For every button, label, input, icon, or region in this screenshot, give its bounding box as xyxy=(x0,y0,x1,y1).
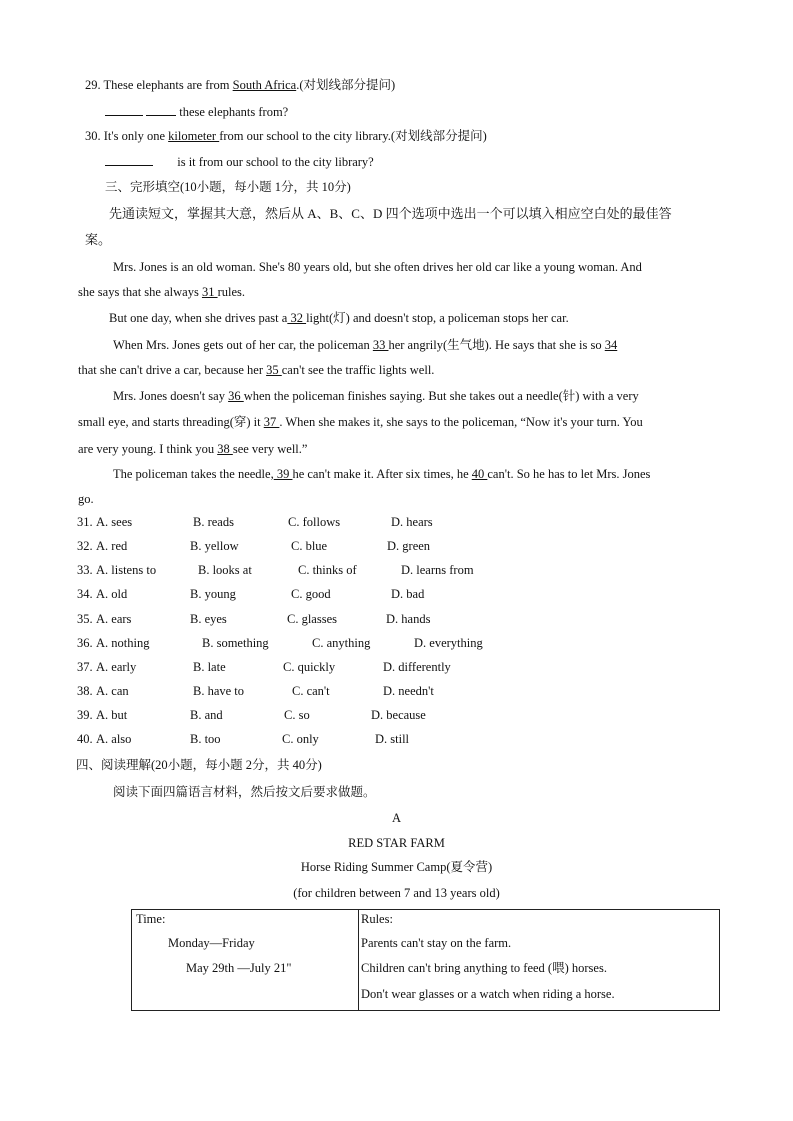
reading-title: RED STAR FARM xyxy=(348,836,445,850)
reading-subtitle: Horse Riding Summer Camp(夏令营) xyxy=(300,860,493,874)
gap-40[interactable]: 40 xyxy=(471,467,488,481)
option-d[interactable]: D. bad xyxy=(391,587,425,601)
option-num: 38. xyxy=(77,684,93,698)
option-a[interactable]: A. sees xyxy=(96,515,133,529)
passage-line: small eye, and starts threading(穿) it 37 . When she makes it, she says to the policeman, “Now it's your turn. You xyxy=(78,415,643,429)
section-3-instruction: 先通读短文，掌握其大意，然后从 A、B、C、D 四个选项中选出一个可以填入相应空白处的最佳答 xyxy=(109,206,672,221)
option-num: 36. xyxy=(77,636,93,650)
reading-note: (for children between 7 and 13 years old) xyxy=(293,886,500,900)
option-b[interactable]: B. looks at xyxy=(198,563,252,577)
option-c[interactable]: C. thinks of xyxy=(298,563,357,577)
gap-35[interactable]: 35 xyxy=(266,363,282,377)
option-d[interactable]: D. hands xyxy=(386,612,431,626)
option-b[interactable]: B. and xyxy=(190,708,223,722)
answer-blank[interactable] xyxy=(105,103,143,116)
option-a[interactable]: A. early xyxy=(96,660,137,674)
option-a[interactable]: A. but xyxy=(96,708,128,722)
option-b[interactable]: B. late xyxy=(193,660,226,674)
passage-line: she says that she always 31 rules. xyxy=(78,285,245,299)
option-d[interactable]: D. learns from xyxy=(401,563,474,577)
time-cell xyxy=(132,910,359,1011)
passage-line: When Mrs. Jones gets out of her car, the policeman 33 her angrily(生气地). He says that she is so 34 xyxy=(113,338,618,352)
gap-33[interactable]: 33 xyxy=(372,338,389,352)
reading-letter: A xyxy=(391,811,402,825)
option-c[interactable]: C. blue xyxy=(291,539,328,553)
option-num: 40. xyxy=(77,732,93,746)
camp-table xyxy=(131,909,720,1011)
option-num: 37. xyxy=(77,660,93,674)
gap-31[interactable]: 31 xyxy=(201,285,218,299)
rules-cell xyxy=(359,910,720,1011)
camp-days: Monday—Friday xyxy=(168,936,255,950)
option-b[interactable]: B. have to xyxy=(193,684,245,698)
option-c[interactable]: C. glasses xyxy=(287,612,337,626)
option-c[interactable]: C. so xyxy=(284,708,310,722)
answer-blank[interactable] xyxy=(105,153,153,166)
answer-line-30: is it from our school to the city library? xyxy=(105,153,374,170)
rule-item: Don't wear glasses or a watch when riding a horse. xyxy=(361,987,615,1001)
section-3-heading: 三、完形填空(10小题，每小题 1分，共 10分) xyxy=(105,180,351,194)
answer-blank[interactable] xyxy=(146,103,176,116)
option-c[interactable]: C. quickly xyxy=(283,660,336,674)
passage-line: Mrs. Jones is an old woman. She's 80 years old, but she often drives her old car like a young woman. And xyxy=(113,260,642,274)
rule-item: Children can't bring anything to feed (喂) horses. xyxy=(361,961,607,975)
answer-line-29: these elephants from? xyxy=(105,103,288,120)
gap-37[interactable]: 37 xyxy=(263,415,280,429)
option-a[interactable]: A. red xyxy=(96,539,128,553)
passage-line: But one day, when she drives past a 32 light(灯) and doesn't stop, a policeman stops her car. xyxy=(109,311,569,325)
option-c[interactable]: C. only xyxy=(282,732,319,746)
option-num: 32. xyxy=(77,539,93,553)
rule-item: Parents can't stay on the farm. xyxy=(361,936,512,950)
passage-line: The policeman takes the needle, 39 he can't make it. After six times, he 40 can't. So he has to let Mrs. Jones xyxy=(113,467,651,481)
option-a[interactable]: A. nothing xyxy=(96,636,150,650)
underlined-phrase: South Africa xyxy=(232,78,297,92)
option-d[interactable]: D. needn't xyxy=(383,684,434,698)
option-d[interactable]: D. still xyxy=(375,732,410,746)
gap-32[interactable]: 32 xyxy=(287,311,307,325)
section-4-heading: 四、阅读理解(20小题，每小题 2分，共 40分) xyxy=(76,758,322,772)
option-b[interactable]: B. something xyxy=(202,636,269,650)
option-b[interactable]: B. eyes xyxy=(190,612,227,626)
option-c[interactable]: C. good xyxy=(291,587,331,601)
option-c[interactable]: C. can't xyxy=(292,684,330,698)
question-30: 30. It's only one kilometer from our school to the city library.(对划线部分提问) xyxy=(85,129,487,143)
gap-39[interactable]: 39 xyxy=(273,467,293,481)
option-a[interactable]: A. listens to xyxy=(96,563,157,577)
option-num: 33. xyxy=(77,563,93,577)
option-b[interactable]: B. young xyxy=(190,587,236,601)
option-b[interactable]: B. yellow xyxy=(190,539,239,553)
question-29: 29. These elephants are from South Africa.(对划线部分提问) xyxy=(85,78,396,92)
gap-36[interactable]: 36 xyxy=(228,389,244,403)
option-a[interactable]: A. can xyxy=(96,684,129,698)
option-a[interactable]: A. old xyxy=(96,587,128,601)
passage-line: go. xyxy=(78,492,94,506)
passage-line: that she can't drive a car, because her 35 can't see the traffic lights well. xyxy=(78,363,435,377)
rules-label: Rules: xyxy=(361,912,393,926)
option-b[interactable]: B. too xyxy=(190,732,221,746)
option-num: 34. xyxy=(77,587,93,601)
option-c[interactable]: C. anything xyxy=(312,636,371,650)
passage-line: Mrs. Jones doesn't say 36 when the policeman finishes saying. But she takes out a needle(针) with a very xyxy=(113,389,639,403)
option-d[interactable]: D. differently xyxy=(383,660,451,674)
time-label: Time: xyxy=(136,912,166,926)
option-b[interactable]: B. reads xyxy=(193,515,234,529)
option-a[interactable]: A. ears xyxy=(96,612,132,626)
camp-dates: May 29th —July 21" xyxy=(186,961,292,975)
option-num: 31. xyxy=(77,515,93,529)
underlined-phrase: kilometer xyxy=(168,129,220,143)
option-num: 39. xyxy=(77,708,93,722)
section-3-instruction-cont: 案。 xyxy=(85,232,112,247)
option-d[interactable]: D. because xyxy=(371,708,426,722)
option-d[interactable]: D. everything xyxy=(414,636,483,650)
option-a[interactable]: A. also xyxy=(96,732,132,746)
passage-line: are very young. I think you 38 see very well.” xyxy=(78,442,308,456)
gap-38[interactable]: 38 xyxy=(217,442,233,456)
section-4-instruction: 阅读下面四篇语言材料，然后按文后要求做题。 xyxy=(113,785,376,799)
option-c[interactable]: C. follows xyxy=(288,515,341,529)
option-d[interactable]: D. hears xyxy=(391,515,433,529)
option-d[interactable]: D. green xyxy=(387,539,431,553)
option-num: 35. xyxy=(77,612,93,626)
gap-34[interactable]: 34 xyxy=(604,338,618,352)
